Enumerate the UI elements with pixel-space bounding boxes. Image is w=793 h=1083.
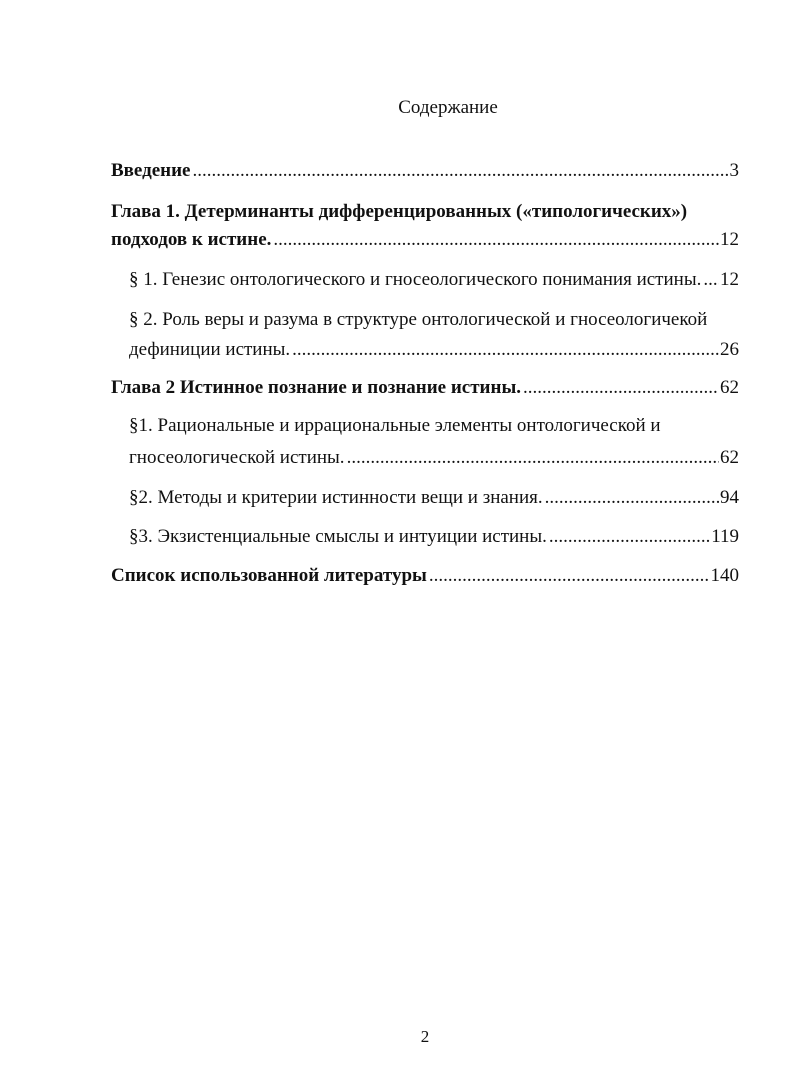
toc-entry-label: гносеологической истины. bbox=[129, 447, 345, 468]
toc-leader-dots bbox=[523, 376, 719, 400]
toc-entry-page: 3 bbox=[729, 160, 739, 181]
toc-leader-dots bbox=[429, 564, 710, 588]
toc-leader-dots bbox=[193, 159, 729, 183]
toc-entry-chapter-2-section-2[interactable] bbox=[129, 486, 739, 510]
toc-entry-chapter-1-section-1[interactable] bbox=[129, 268, 739, 292]
toc-entry-label: дефиниции истины. bbox=[129, 339, 291, 360]
toc-entry-chapter-1-section-2-title[interactable]: § 2. Роль веры и разума в структуре онтологической и гносеологичекой bbox=[129, 309, 708, 330]
toc-entry-label: Список использованной литературы bbox=[111, 565, 427, 586]
toc-entry-chapter-1-title[interactable]: Глава 1. Детерминанты дифференцированных («типологических») bbox=[111, 201, 688, 222]
toc-entry-chapter-1[interactable] bbox=[111, 228, 739, 252]
toc-entry-page: 62 bbox=[720, 377, 739, 398]
toc-entry-chapter-2[interactable] bbox=[111, 376, 739, 400]
toc-leader-dots bbox=[545, 486, 719, 510]
toc-entry-chapter-2-section-1[interactable] bbox=[129, 446, 739, 470]
toc-leader-dots bbox=[549, 525, 710, 549]
toc-entry-page: 62 bbox=[720, 447, 739, 468]
toc-entry-page: 12 bbox=[720, 229, 739, 250]
toc-entry-page: 94 bbox=[720, 487, 739, 508]
toc-entry-label: Введение bbox=[111, 160, 191, 181]
toc-entry-chapter-1-section-2[interactable] bbox=[129, 338, 739, 362]
toc-entry-bibliography[interactable] bbox=[111, 564, 739, 588]
toc-entry-chapter-2-section-3[interactable] bbox=[129, 525, 739, 549]
toc-entry-introduction[interactable] bbox=[111, 159, 739, 183]
toc-entry-label: Глава 2 Истинное познание и познание истины. bbox=[111, 377, 522, 398]
toc-entry-label: §3. Экзистенциальные смыслы и интуиции истины. bbox=[129, 526, 547, 547]
toc-entry-chapter-2-section-1-title[interactable]: §1. Рациональные и иррациональные элементы онтологической и bbox=[129, 415, 661, 436]
page-number: 2 bbox=[420, 1027, 430, 1046]
toc-entry-label: подходов к истине. bbox=[111, 229, 272, 250]
toc-entry-page: 140 bbox=[710, 565, 739, 586]
toc-entry-label: § 1. Генезис онтологического и гносеологического понимания истины. bbox=[129, 269, 702, 290]
toc-leader-dots bbox=[703, 268, 719, 292]
toc-leader-dots bbox=[347, 446, 719, 470]
toc-entry-page: 119 bbox=[711, 526, 739, 547]
page-title: Содержание bbox=[398, 97, 498, 118]
toc-entry-page: 26 bbox=[720, 339, 739, 360]
toc-leader-dots bbox=[273, 228, 719, 252]
toc-leader-dots bbox=[292, 338, 719, 362]
toc-entry-label: §2. Методы и критерии истинности вещи и знания. bbox=[129, 487, 543, 508]
toc-entry-page: 12 bbox=[720, 269, 739, 290]
